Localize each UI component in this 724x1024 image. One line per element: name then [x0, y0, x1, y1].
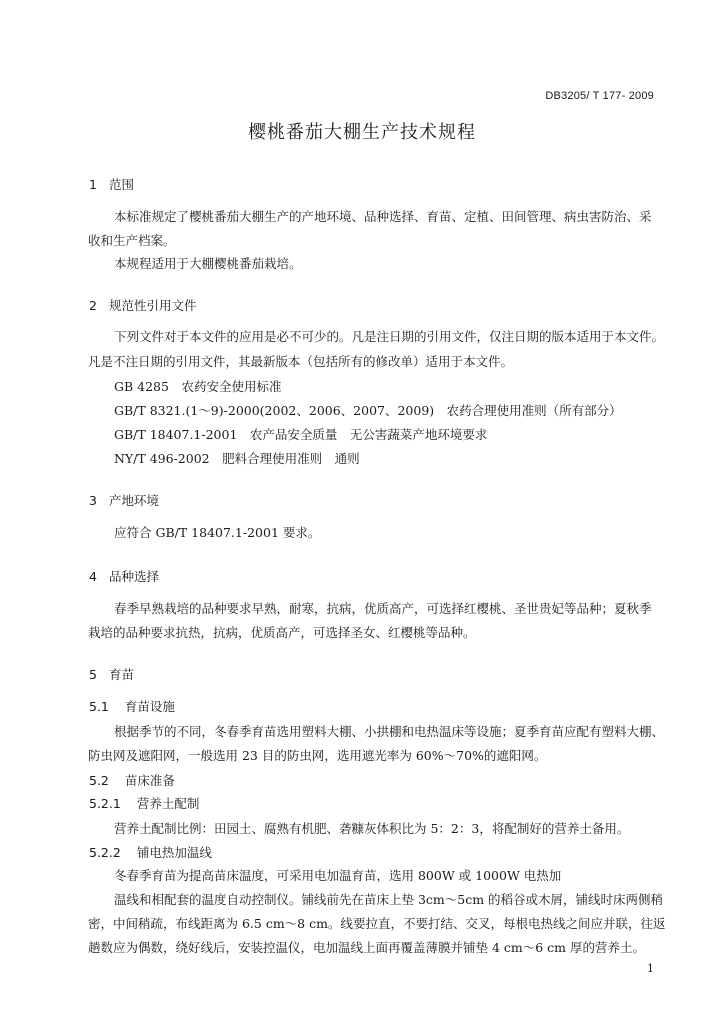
paragraph-continuation: 收和生产档案。	[88, 233, 176, 248]
page-number: 1	[647, 962, 654, 975]
section-1-heading	[89, 175, 134, 193]
paragraph: 营养土配制比例：田园土、腐熟有机肥、砻糠灰体积比为 5：2：3，将配制好的营养土备用。	[114, 821, 630, 836]
subsection-number: 5.1	[89, 699, 109, 714]
subsection-number: 5.2.1	[89, 796, 121, 811]
section-3-heading	[89, 491, 159, 509]
section-2-heading	[89, 296, 197, 314]
paragraph: 根据季节的不同，冬春季育苗选用塑料大棚、小拱棚和电热温床等设施；夏季育苗应配有塑料大棚、	[114, 724, 665, 739]
subsection-title: 铺电热加温线	[136, 845, 212, 860]
section-title: 范围	[109, 177, 135, 192]
subsection-5-1-heading	[89, 697, 175, 715]
paragraph: 春季早熟栽培的品种要求早熟，耐寒，抗病，优质高产，可选择红樱桃、圣世贵妃等品种；夏秋季	[114, 601, 652, 616]
paragraph-continuation: 凡是不注日期的引用文件，其最新版本（包括所有的修改单）适用于本文件。	[88, 354, 514, 369]
paragraph: 本标准规定了樱桃番茄大棚生产的产地环境、品种选择、育苗、定植、田间管理、病虫害防治、采	[114, 209, 652, 224]
section-number: 2	[89, 298, 97, 313]
subsection-5-2-1-heading	[89, 794, 199, 812]
paragraph: 下列文件对于本文件的应用是必不可少的。凡是注日期的引用文件，仅注日期的版本适用于本文件。	[114, 329, 665, 344]
subsection-5-2-heading	[89, 771, 175, 789]
paragraph-continuation: 趟数应为偶数，绕好线后，安装控温仪，电加温线上面再覆盖薄膜并铺垫 4 cm～6 cm 厚的营养土。	[88, 940, 646, 955]
page-title: 樱桃番茄大棚生产技术规程	[248, 122, 476, 143]
section-number: 4	[89, 569, 97, 584]
reference-item: GB/T 8321.(1～9)-2000(2002、2006、2007、2009) 农药合理使用准则（所有部分）	[114, 403, 622, 418]
section-title: 品种选择	[109, 569, 160, 584]
subsection-title: 苗床准备	[124, 773, 175, 788]
section-number: 3	[89, 493, 97, 508]
section-title: 产地环境	[109, 493, 160, 508]
section-title: 育苗	[109, 667, 135, 682]
subsection-title: 营养土配制	[136, 796, 200, 811]
paragraph-continuation: 密，中间稍疏，布线距离为 6.5 cm～8 cm。线要拉直，不要打结、交叉，每根电热线之间应并联，往返	[88, 916, 666, 931]
section-number: 1	[89, 177, 97, 192]
paragraph-continuation: 防虫网及遮阳网，一般选用 23 目的防虫网，选用遮光率为 60%～70%的遮阳网。	[88, 748, 547, 763]
document-code: DB3205/ T 177- 2009	[545, 90, 654, 102]
reference-item: GB/T 18407.1-2001 农产品安全质量 无公害蔬菜产地环境要求	[114, 427, 488, 442]
reference-item: NY/T 496-2002 肥料合理使用准则 通则	[114, 451, 360, 466]
subsection-number: 5.2.2	[89, 845, 121, 860]
section-5-heading	[89, 665, 134, 683]
subsection-5-2-2-heading	[89, 843, 212, 861]
paragraph-continuation: 栽培的品种要求抗热，抗病，优质高产，可选择圣女、红樱桃等品种。	[88, 625, 476, 640]
subsection-title: 育苗设施	[124, 699, 175, 714]
paragraph: 应符合 GB/T 18407.1-2001 要求。	[114, 525, 321, 540]
section-number: 5	[89, 667, 97, 682]
subsection-number: 5.2	[89, 773, 109, 788]
reference-item: GB 4285 农药安全使用标准	[114, 379, 282, 394]
paragraph: 冬春季育苗为提高苗床温度，可采用电加温育苗，选用 800W 或 1000W 电热加	[114, 868, 562, 883]
paragraph: 本规程适用于大棚樱桃番茄栽培。	[114, 256, 302, 271]
section-4-heading	[89, 567, 159, 585]
paragraph: 温线和相配套的温度自动控制仪。铺线前先在苗床上垫 3cm～5cm 的稻谷或木屑，铺线时床两侧稍	[114, 892, 664, 907]
section-title: 规范性引用文件	[109, 298, 197, 313]
